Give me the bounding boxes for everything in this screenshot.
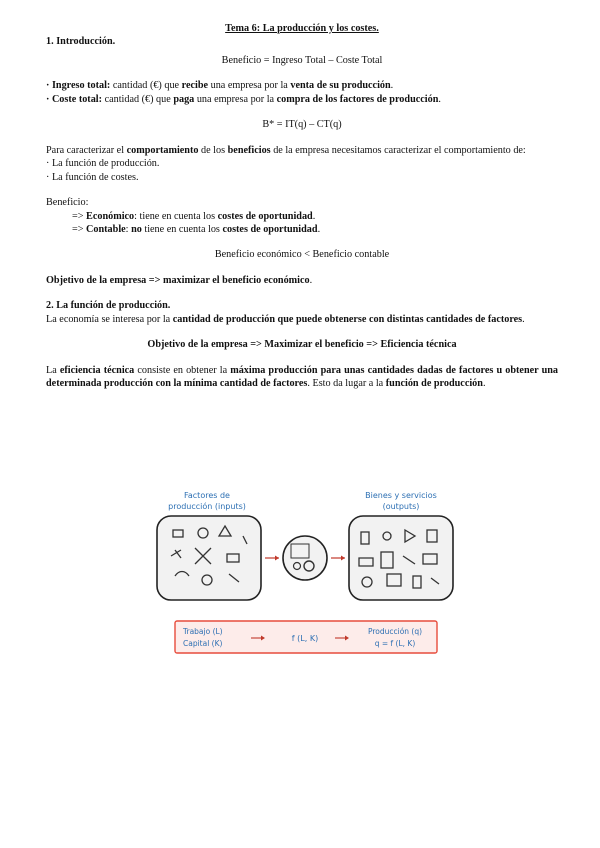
formula-beneficio: Beneficio = Ingreso Total – Coste Total [221, 54, 383, 66]
section-1-heading: 1. Introducción. [46, 36, 116, 48]
list-item-costes: · La función de costes. [46, 171, 139, 183]
objetivo-eficiencia: Objetivo de la empresa => Maximizar el beneficio => Eficiencia técnica [147, 339, 457, 351]
formula-bar [175, 621, 437, 653]
objetivo-line: Objetivo de la empresa => maximizar el beneficio económico. [46, 274, 313, 286]
production-function-figure [155, 486, 455, 656]
outputs-box [349, 491, 453, 600]
inputs-box [157, 491, 261, 600]
list-item-produccion: · La función de producción. [46, 158, 160, 170]
function-label: f (L, K) [291, 634, 319, 643]
section-2-heading: 2. La función de producción. [46, 300, 171, 312]
eficiencia-paragraph: La eficiencia técnica consiste en obtener la máxima producción para unas cantidades dadas de factores u obtener una determinada producción con la mínima cantidad de factores. Esto da lugar a la función de producción. [46, 364, 559, 390]
inputs-title-1: Factores de [184, 491, 230, 500]
coste-total-definition: · Coste total: cantidad (€) que paga una empresa por la compra de los factores de producción. [46, 93, 441, 105]
q-function-label: q = f (L, K) [374, 639, 416, 648]
document-page [46, 22, 558, 391]
beneficio-contable: => Contable: no tiene en cuenta los costes de oportunidad. [72, 223, 321, 235]
beneficio-economico: => Económico: tiene en cuenta los costes de oportunidad. [72, 210, 316, 222]
formula-b-star: B* = IT(q) – CT(q) [262, 119, 342, 131]
capital-label: Capital (K) [183, 639, 223, 648]
beneficio-label: Beneficio: [46, 197, 89, 209]
produccion-label: Producción (q) [367, 627, 423, 636]
trabajo-label: Trabajo (L) [183, 627, 223, 636]
economia-paragraph: La economía se interesa por la cantidad de producción que puede obtenerse con distintas cantidades de factores. [46, 313, 525, 325]
caracterizar-paragraph: Para caracterizar el comportamiento de los beneficios de la empresa necesitamos caracterizar el comportamiento de: [46, 144, 526, 156]
ingreso-total-definition: · Ingreso total: cantidad (€) que recibe una empresa por la venta de su producción. [46, 80, 394, 92]
beneficio-comparison: Beneficio económico < Beneficio contable [214, 249, 390, 261]
gears-icon [283, 536, 327, 580]
outputs-title-2: (outputs) [382, 502, 420, 511]
page-title: Tema 6: La producción y los costes. [225, 23, 379, 34]
inputs-title-2: producción (inputs) [168, 502, 246, 511]
outputs-title-1: Bienes y servicios [365, 491, 437, 500]
